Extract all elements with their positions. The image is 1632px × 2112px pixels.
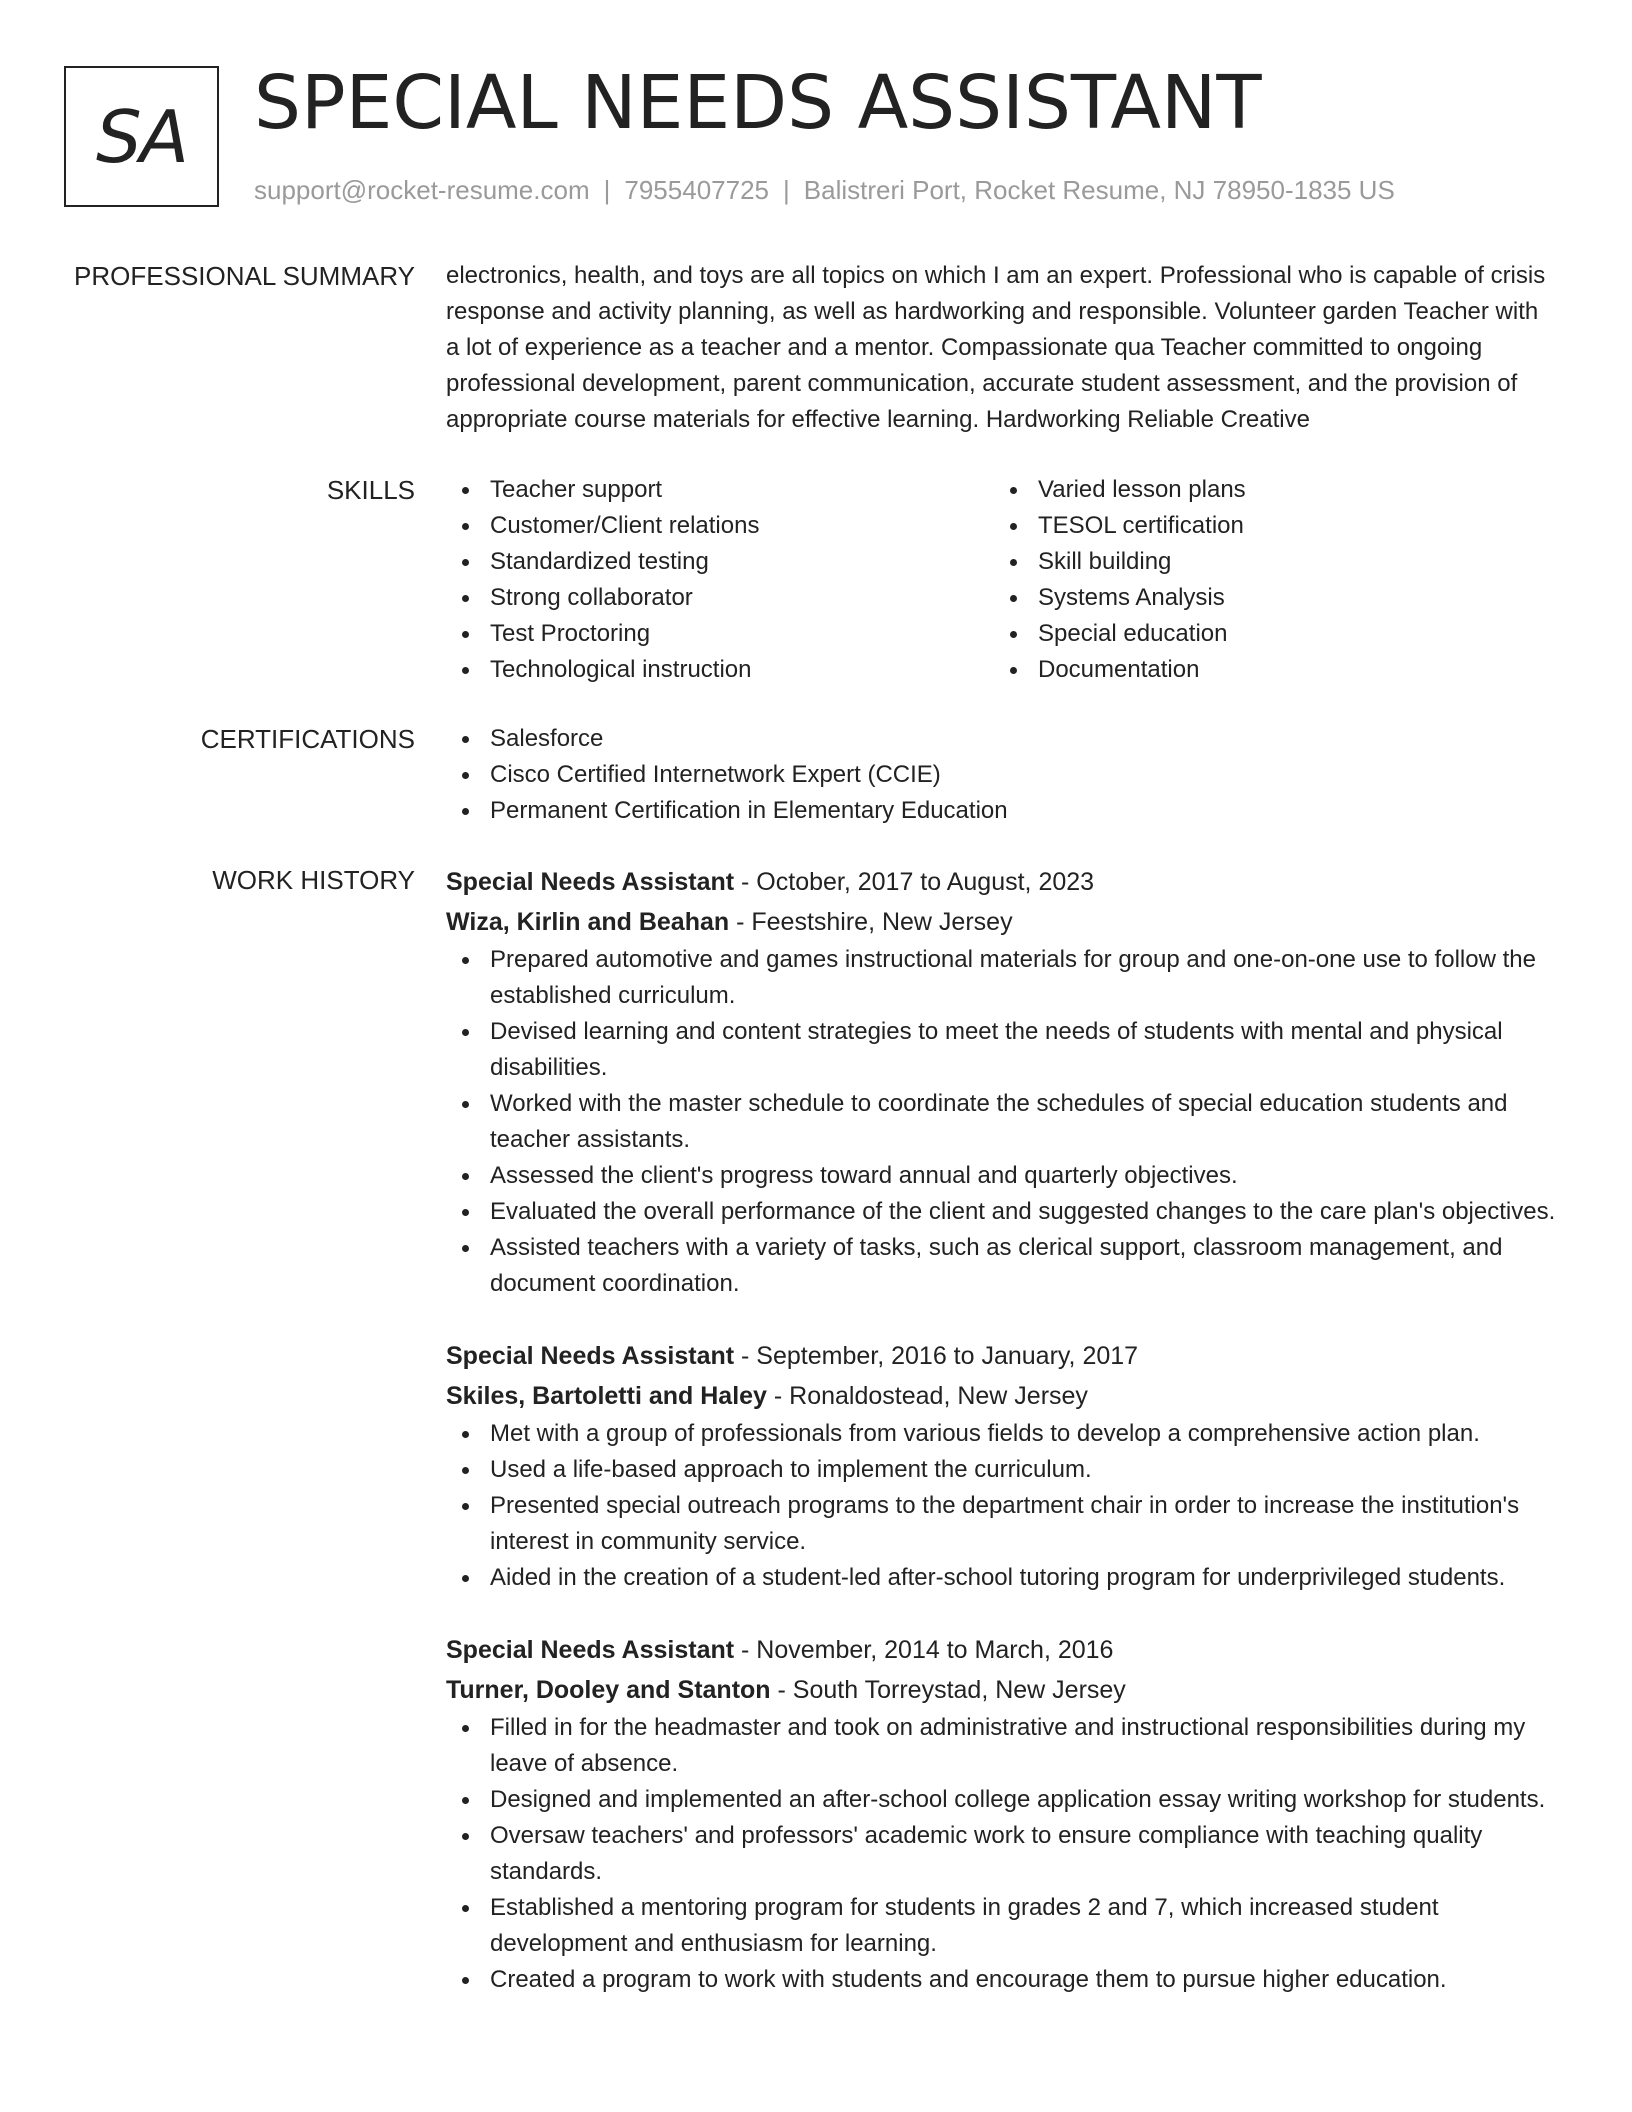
skill-item: Customer/Client relations <box>446 508 994 544</box>
skills-list-left <box>446 472 994 688</box>
job-bullet: Devised learning and content strategies to meet the needs of students with mental and physical disabilities. <box>446 1014 1558 1086</box>
job-bullet: Established a mentoring program for students in grades 2 and 7, which increased student development and enthusiasm for learning. <box>446 1890 1558 1962</box>
job-company: Turner, Dooley and Stanton <box>446 1676 771 1704</box>
section-heading: SKILLS <box>326 475 415 505</box>
certification-item: Permanent Certification in Elementary Education <box>446 793 1558 829</box>
job-bullet-list <box>446 942 1558 1302</box>
skill-item: Skill building <box>994 544 1542 580</box>
skill-item: Systems Analysis <box>994 580 1542 616</box>
job-bullet: Aided in the creation of a student-led after-school tutoring program for underprivileged students. <box>446 1560 1558 1596</box>
certification-item: Salesforce <box>446 721 1558 757</box>
job-bullet-list <box>446 1416 1558 1596</box>
skills-body <box>446 472 1558 688</box>
job-dates: - November, 2014 to March, 2016 <box>734 1636 1114 1664</box>
job-entry <box>446 1336 1558 1596</box>
job-title-line <box>446 1336 1558 1376</box>
work-history-body <box>446 862 1558 2032</box>
summary-body <box>446 258 1558 438</box>
candidate-name: SPECIAL NEEDS ASSISTANT <box>254 60 1262 146</box>
job-bullet: Worked with the master schedule to coordinate the schedules of special education students and teacher assistants. <box>446 1086 1558 1158</box>
contact-separator: | <box>603 175 611 205</box>
section-heading: CERTIFICATIONS <box>200 724 415 754</box>
job-company: Skiles, Bartoletti and Haley <box>446 1382 767 1410</box>
contact-separator: | <box>783 175 790 205</box>
contact-email[interactable]: support@rocket-resume.com <box>254 175 590 205</box>
job-bullet-list <box>446 1710 1558 1998</box>
job-bullet: Met with a group of professionals from various fields to develop a comprehensive action plan. <box>446 1416 1558 1452</box>
skill-item: Standardized testing <box>446 544 994 580</box>
skill-item: Documentation <box>994 652 1542 688</box>
job-bullet: Assisted teachers with a variety of tasks, such as clerical support, classroom management, and document coordination. <box>446 1230 1558 1302</box>
job-entry <box>446 862 1558 1302</box>
job-bullet: Evaluated the overall performance of the client and suggested changes to the care plan's objectives. <box>446 1194 1558 1230</box>
skill-item: Varied lesson plans <box>994 472 1542 508</box>
certification-item: Cisco Certified Internetwork Expert (CCIE) <box>446 757 1558 793</box>
job-bullet: Oversaw teachers' and professors' academic work to ensure compliance with teaching quality standards. <box>446 1818 1558 1890</box>
job-bullet: Designed and implemented an after-school college application essay writing workshop for students. <box>446 1782 1558 1818</box>
job-location: - Feestshire, New Jersey <box>729 908 1013 936</box>
job-title: Special Needs Assistant <box>446 1342 735 1370</box>
skill-item: Teacher support <box>446 472 994 508</box>
job-title: Special Needs Assistant <box>446 868 735 896</box>
job-bullet: Assessed the client's progress toward annual and quarterly objectives. <box>446 1158 1558 1194</box>
job-entry <box>446 1630 1558 1998</box>
job-dates: - October, 2017 to August, 2023 <box>734 868 1095 896</box>
monogram-box <box>64 66 219 207</box>
job-location: - South Torreystad, New Jersey <box>770 1676 1126 1704</box>
summary-text: electronics, health, and toys are all topics on which I am an expert. Professional who is capable of crisis response and activity planning, as well as hardworking and responsible. Volunteer garden Teacher with a lot of experience as a teacher and a mentor. Compassionate qua Teacher committed to ongoing professional development, parent communication, accurate student assessment, and the provision of appropriate course materials for effective learning. Hardworking Reliable Creative <box>446 262 1546 433</box>
section-heading: PROFESSIONAL SUMMARY <box>74 261 415 291</box>
skill-item: TESOL certification <box>994 508 1542 544</box>
job-title-line <box>446 1630 1558 1670</box>
job-dates: - September, 2016 to January, 2017 <box>734 1342 1139 1370</box>
certifications-body <box>446 721 1558 829</box>
job-company-line <box>446 1376 1558 1416</box>
job-title: Special Needs Assistant <box>446 1636 735 1664</box>
contact-line <box>254 174 1395 206</box>
contact-address: Balistreri Port, Rocket Resume, NJ 78950-1835 US <box>803 175 1395 205</box>
job-bullet: Used a life-based approach to implement the curriculum. <box>446 1452 1558 1488</box>
skills-list-right <box>994 472 1542 688</box>
job-bullet: Filled in for the headmaster and took on administrative and instructional responsibilities during my leave of absence. <box>446 1710 1558 1782</box>
contact-phone[interactable]: 7955407725 <box>624 175 769 205</box>
job-location: - Ronaldostead, New Jersey <box>766 1382 1088 1410</box>
job-company-line <box>446 902 1558 942</box>
job-bullet: Presented special outreach programs to the department chair in order to increase the institution's interest in community service. <box>446 1488 1558 1560</box>
certifications-list <box>446 721 1558 829</box>
skill-item: Test Proctoring <box>446 616 994 652</box>
job-company: Wiza, Kirlin and Beahan <box>446 908 730 936</box>
job-title-line <box>446 862 1558 902</box>
skill-item: Technological instruction <box>446 652 994 688</box>
section-heading: WORK HISTORY <box>212 865 415 895</box>
monogram-initials: SA <box>96 94 187 179</box>
job-bullet: Created a program to work with students and encourage them to pursue higher education. <box>446 1962 1558 1998</box>
job-company-line <box>446 1670 1558 1710</box>
job-bullet: Prepared automotive and games instructional materials for group and one-on-one use to follow the established curriculum. <box>446 942 1558 1014</box>
skill-item: Strong collaborator <box>446 580 994 616</box>
skill-item: Special education <box>994 616 1542 652</box>
